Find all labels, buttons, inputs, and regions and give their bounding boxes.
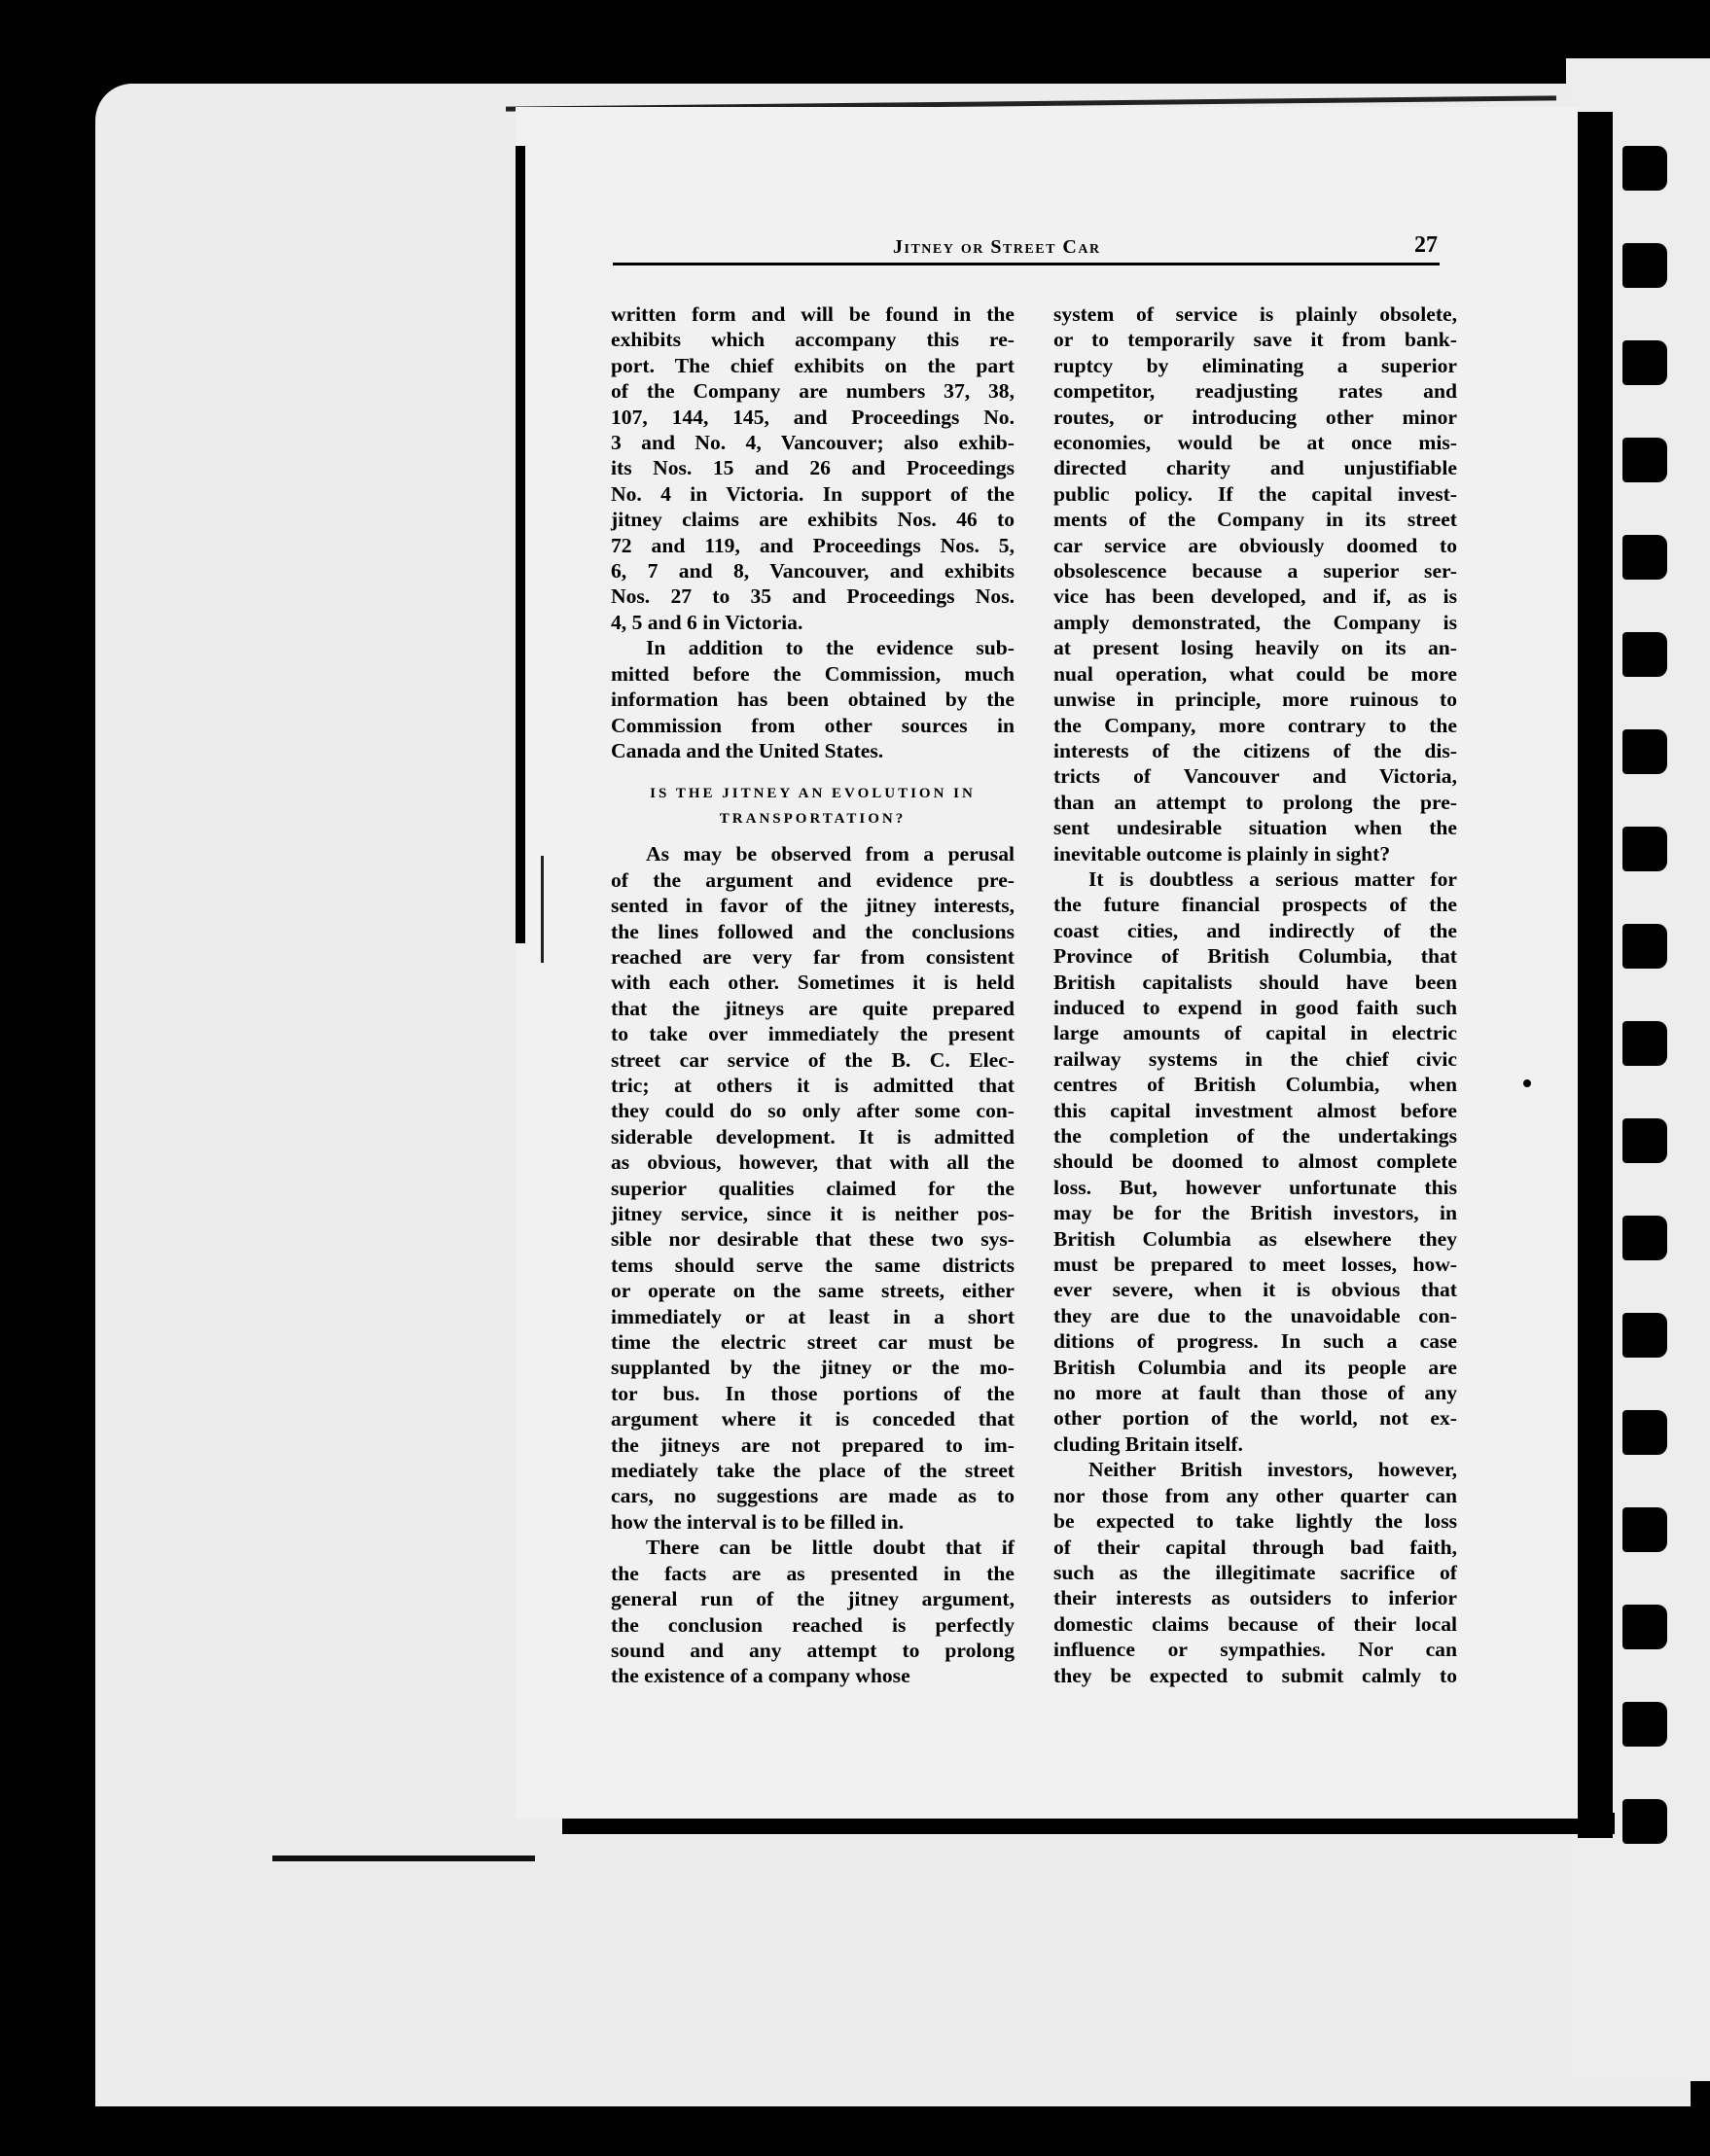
text-line: the conclusion reached is perfectly — [611, 1612, 1015, 1637]
text-line: at present losing heavily on its an- — [1053, 636, 1457, 660]
running-title: Jitney or Street Car — [893, 236, 1101, 258]
text-line: 4, 5 and 6 in Victoria. — [611, 610, 803, 634]
binding-ring — [1622, 1118, 1667, 1163]
binding-ring — [1622, 1410, 1667, 1455]
text-line: the facts are as presented in the — [611, 1561, 1015, 1585]
text-line: directed charity and unjustifiable — [1053, 456, 1457, 480]
text-line: of the argument and evidence pre- — [611, 867, 1015, 892]
binding-ring — [1622, 1313, 1667, 1358]
text-line: British Columbia and its people are — [1053, 1355, 1457, 1379]
text-line: ever severe, when it is obvious that — [1053, 1278, 1457, 1302]
text-line: sent undesirable situation when the — [1053, 816, 1457, 840]
text-line: coast cities, and indirectly of the — [1053, 918, 1457, 942]
text-line: railway systems in the chief civic — [1053, 1046, 1457, 1071]
text-line: with each other. Sometimes it is held — [611, 971, 1015, 995]
text-line: 6, 7 and 8, Vancouver, and exhibits — [611, 559, 1015, 583]
text-line: loss. But, however unfortunate this — [1053, 1175, 1457, 1199]
text-line: routes, or introducing other minor — [1053, 405, 1457, 429]
text-line: street car service of the B. C. Elec- — [611, 1047, 1015, 1072]
margin-mark — [541, 856, 544, 963]
text-line: car service are obviously doomed to — [1053, 533, 1457, 557]
text-line: time the electric street car must be — [611, 1330, 1015, 1355]
text-line: the existence of a company whose — [611, 1664, 910, 1688]
text-line: the jitneys are not prepared to im- — [611, 1432, 1015, 1457]
text-line: jitney claims are exhibits Nos. 46 to — [611, 508, 1015, 532]
text-line: cars, no suggestions are made as to — [611, 1484, 1015, 1508]
binding-ring — [1622, 1216, 1667, 1260]
text-line: siderable development. It is admitted — [611, 1124, 1015, 1149]
text-line: may be for the British investors, in — [1053, 1201, 1457, 1225]
binding-ring — [1622, 438, 1667, 482]
text-line: information has been obtained by the — [611, 688, 1015, 712]
text-line: no more at fault than those of any — [1053, 1381, 1457, 1405]
text-line: vice has been developed, and if, as is — [1053, 584, 1457, 609]
text-line: sound and any attempt to prolong — [611, 1638, 1015, 1662]
text-line: must be prepared to meet losses, how- — [1053, 1253, 1457, 1277]
text-line: cluding Britain itself. — [1053, 1431, 1243, 1456]
scan-artifact-line — [272, 1856, 535, 1861]
text-line: superior qualities claimed for the — [611, 1176, 1015, 1200]
text-line: nor those from any other quarter can — [1053, 1483, 1457, 1507]
text-line: sented in favor of the jitney interests, — [611, 894, 1015, 918]
scan-speck — [1523, 1079, 1531, 1087]
text-line: There can be little doubt that if — [646, 1536, 1015, 1560]
left-paragraphs-a — [611, 301, 1015, 763]
text-line: sible nor desirable that these two sys- — [611, 1227, 1015, 1252]
binding-ring — [1622, 1799, 1667, 1844]
text-line: amply demonstrated, the Company is — [1053, 610, 1457, 634]
binding-ring — [1622, 535, 1667, 580]
text-line: It is doubtless a serious matter for — [1088, 866, 1457, 891]
page-shadow — [1578, 112, 1613, 1838]
text-line: the Company, more contrary to the — [1053, 713, 1457, 737]
text-line: British capitalists should have been — [1053, 970, 1457, 994]
text-line: of the Company are numbers 37, 38, — [611, 379, 1015, 404]
text-line: their interests as outsiders to inferior — [1053, 1586, 1457, 1610]
text-line: the completion of the undertakings — [1053, 1124, 1457, 1148]
text-line: ditions of progress. In such a case — [1053, 1329, 1457, 1354]
text-line: ments of the Company in its street — [1053, 508, 1457, 532]
section-heading-line2: TRANSPORTATION? — [719, 811, 907, 828]
text-line: such as the illegitimate sacrifice of — [1053, 1560, 1457, 1584]
text-line: As may be observed from a perusal — [646, 842, 1015, 866]
binding-ring — [1622, 632, 1667, 677]
text-line: interests of the citizens of the dis- — [1053, 738, 1457, 762]
text-line: tor bus. In those portions of the — [611, 1381, 1015, 1405]
text-line: this capital investment almost before — [1053, 1098, 1457, 1122]
running-header — [613, 230, 1440, 265]
text-line: immediately or at least in a short — [611, 1304, 1015, 1328]
text-line: general run of the jitney argument, — [611, 1587, 1015, 1611]
text-line: jitney service, since it is neither pos- — [611, 1202, 1015, 1225]
text-line: supplanted by the jitney or the mo- — [611, 1356, 1015, 1380]
text-line: Canada and the United States. — [611, 738, 884, 762]
text-line: reached are very far from consistent — [611, 944, 1015, 969]
text-line: tric; at others it is admitted that — [611, 1073, 1015, 1097]
text-line: argument where it is conceded that — [611, 1407, 1015, 1431]
left-column — [611, 301, 1015, 1689]
text-line: 3 and No. 4, Vancouver; also exhib- — [611, 431, 1015, 455]
binding-ring — [1622, 1702, 1667, 1747]
text-line: influence or sympathies. Nor can — [1053, 1638, 1457, 1662]
scan-speck — [39, 35, 49, 45]
text-line: written form and will be found in the — [611, 302, 1015, 326]
text-line: system of service is plainly obsolete, — [1053, 302, 1457, 326]
text-line: to take over immediately the present — [611, 1022, 1015, 1046]
text-line: inevitable outcome is plainly in sight? — [1053, 841, 1391, 866]
text-line: of their capital through bad faith, — [1053, 1535, 1457, 1559]
text-line: economies, would be at once mis- — [1053, 431, 1457, 455]
text-line: they are due to the unavoidable con- — [1053, 1303, 1457, 1327]
text-line: the lines followed and the conclusions — [611, 919, 1015, 943]
text-line: ruptcy by eliminating a superior — [1053, 353, 1457, 377]
text-line: domestic claims because of their local — [1053, 1611, 1457, 1636]
text-line: its Nos. 15 and 26 and Proceedings — [611, 456, 1015, 480]
text-line: induced to expend in good faith such — [1053, 995, 1457, 1019]
text-line: unwise in principle, more ruinous to — [1053, 688, 1457, 712]
text-line: the future financial prospects of the — [1053, 893, 1457, 917]
right-column — [1053, 301, 1457, 1688]
page-number: 27 — [1414, 232, 1438, 258]
text-line: or operate on the same streets, either — [611, 1279, 1015, 1303]
binding-ring — [1622, 827, 1667, 871]
text-line: competitor, readjusting rates and — [1053, 379, 1457, 404]
text-line: port. The chief exhibits on the part — [611, 353, 1015, 377]
text-line: Nos. 27 to 35 and Proceedings Nos. — [611, 584, 1015, 609]
binding-ring — [1622, 1021, 1667, 1066]
left-paragraphs-b — [611, 841, 1015, 1688]
binding-ring — [1622, 146, 1667, 191]
text-line: Commission from other sources in — [611, 713, 1015, 737]
text-line: British Columbia as elsewhere they — [1053, 1226, 1457, 1251]
text-line: other portion of the world, not ex- — [1053, 1406, 1457, 1431]
text-line: Neither British investors, however, — [1088, 1458, 1457, 1482]
text-line: mitted before the Commission, much — [611, 661, 1015, 686]
text-line: they be expected to submit calmly to — [1053, 1663, 1457, 1687]
text-line: obsolescence because a superior ser- — [1053, 559, 1457, 583]
text-line: tems should serve the same districts — [611, 1253, 1015, 1277]
binding-ring — [1622, 243, 1667, 288]
binding-ring — [1622, 729, 1667, 774]
text-line: than an attempt to prolong the pre- — [1053, 790, 1457, 814]
text-line: that the jitneys are quite prepared — [611, 996, 1015, 1020]
right-paragraphs — [1053, 301, 1457, 1688]
text-line: No. 4 in Victoria. In support of the — [611, 481, 1015, 506]
text-line: large amounts of capital in electric — [1053, 1021, 1457, 1045]
text-line: 72 and 119, and Proceedings Nos. 5, — [611, 533, 1015, 557]
section-heading-line1: IS THE JITNEY AN EVOLUTION IN — [650, 786, 976, 802]
text-line: should be doomed to almost complete — [1053, 1149, 1457, 1174]
text-line: In addition to the evidence sub- — [646, 636, 1015, 660]
binding-ring — [1622, 924, 1667, 969]
text-line: exhibits which accompany this re- — [611, 328, 1015, 352]
text-line: how the interval is to be filled in. — [611, 1509, 905, 1534]
text-line: be expected to take lightly the loss — [1053, 1509, 1457, 1534]
text-line: tricts of Vancouver and Victoria, — [1053, 764, 1457, 789]
text-line: centres of British Columbia, when — [1053, 1073, 1457, 1097]
text-line: or to temporarily save it from bank- — [1053, 328, 1457, 352]
binding-ring — [1622, 1605, 1667, 1649]
text-line: Province of British Columbia, that — [1053, 944, 1457, 969]
text-line: 107, 144, 145, and Proceedings No. — [611, 405, 1015, 429]
text-line: nual operation, what could be more — [1053, 661, 1457, 686]
section-heading — [611, 781, 1015, 831]
spiral-binding — [1622, 107, 1710, 2062]
text-line: public policy. If the capital invest- — [1053, 481, 1457, 506]
binding-ring — [1622, 340, 1667, 385]
text-line: mediately take the place of the street — [611, 1459, 1015, 1483]
page-edge-rule — [516, 146, 525, 943]
text-line: they could do so only after some con- — [611, 1099, 1015, 1123]
text-line: as obvious, however, that with all the — [611, 1150, 1015, 1175]
binding-ring — [1622, 1507, 1667, 1552]
